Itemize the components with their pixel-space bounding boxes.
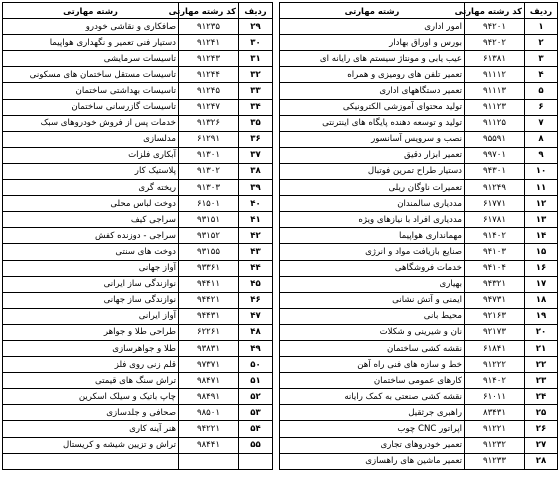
skill-code: ۹۴۲۰۲ [465, 35, 525, 51]
table-row [280, 147, 558, 163]
skill-name: امور اداری [280, 19, 465, 35]
skill-name: تاسیسات مستقل ساختمان های مسکونی [3, 67, 179, 83]
row-number: ۵۱ [239, 373, 273, 389]
table-row [280, 19, 558, 35]
skill-code: ۹۳۸۳۱ [179, 340, 239, 356]
skill-name: مددیاری سالمندان [280, 196, 465, 212]
skill-code: ۹۱۳۰۳ [179, 180, 239, 196]
row-number: ۳۶ [239, 131, 273, 147]
skill-code: ۶۱۲۹۱ [179, 131, 239, 147]
skill-code: ۹۸۴۷۱ [179, 373, 239, 389]
skill-code: ۹۱۲۴۳ [179, 51, 239, 67]
skill-name: آبکاری فلزات [3, 147, 179, 163]
skill-code: ۹۱۲۴۴ [179, 67, 239, 83]
skill-name: نقشه کشی صنعتی به کمک رایانه [280, 389, 465, 405]
table-row [3, 196, 273, 212]
table-row [3, 292, 273, 308]
table-row [3, 163, 273, 179]
table-row [3, 212, 273, 228]
row-number: ۵۴ [239, 421, 273, 437]
row-number: ۵۳ [239, 405, 273, 421]
skill-name: تعمیرات ناوگان ریلی [280, 180, 465, 196]
table-row [280, 324, 558, 340]
table-row [280, 67, 558, 83]
skill-code: ۹۱۴۰۲ [465, 228, 525, 244]
skill-code: ۹۴۱۰۴ [465, 260, 525, 276]
skill-code: ۹۱۱۱۳ [465, 83, 525, 99]
skill-name: نقشه کشی ساختمان [280, 340, 465, 356]
table-row [3, 147, 273, 163]
skill-name: صافکاری و نقاشی خودرو [3, 19, 179, 35]
table-row [3, 244, 273, 260]
skill-name: مدلسازی [3, 131, 179, 147]
skill-code: ۹۱۱۲۳ [465, 99, 525, 115]
skill-name: خط و سازه های فنی راه آهن [280, 357, 465, 373]
row-number: ۲۰ [525, 324, 558, 340]
header-row-number: ردیف [239, 3, 273, 19]
table-row [280, 308, 558, 324]
skill-code: ۹۸۴۹۱ [179, 389, 239, 405]
skill-code: ۹۱۳۲۶ [179, 115, 239, 131]
skill-code: ۹۴۳۲۱ [465, 276, 525, 292]
skill-code: ۹۳۱۵۲ [179, 228, 239, 244]
row-number: ۲۱ [525, 340, 558, 356]
skill-name: محیط بانی [280, 308, 465, 324]
skill-name: سراجی کیف [3, 212, 179, 228]
skill-name: عیب یابی و مونتاژ سیستم های رایانه ای [280, 51, 465, 67]
row-number: ۳۵ [239, 115, 273, 131]
table-row [3, 67, 273, 83]
row-number: ۴۶ [239, 292, 273, 308]
table-row [3, 340, 273, 356]
table-row [3, 308, 273, 324]
table-row [280, 340, 558, 356]
skill-name: چاپ باتیک و سیلک اسکرین [3, 389, 179, 405]
skill-name: نوازندگی ساز جهانی [3, 292, 179, 308]
skill-code: ۹۱۱۲۵ [465, 115, 525, 131]
row-number: ۳ [525, 51, 558, 67]
row-number: ۴۷ [239, 308, 273, 324]
skill-name: طراحی طلا و جواهر [3, 324, 179, 340]
table-row [280, 453, 558, 469]
row-number: ۱۳ [525, 212, 558, 228]
skill-code: ۹۱۲۳۳ [465, 453, 525, 469]
table-row [280, 212, 558, 228]
row-number: ۳۳ [239, 83, 273, 99]
row-number: ۲۸ [525, 453, 558, 469]
table-row [3, 260, 273, 276]
table-row [3, 389, 273, 405]
row-number: ۱۸ [525, 292, 558, 308]
row-number: ۴ [525, 67, 558, 83]
row-number: ۴۹ [239, 340, 273, 356]
skill-code: ۹۱۲۳۵ [179, 19, 239, 35]
table-row [3, 51, 273, 67]
table-row [280, 163, 558, 179]
skill-code: ۶۱۵۰۱ [179, 196, 239, 212]
table-row [280, 228, 558, 244]
row-number: ۴۲ [239, 228, 273, 244]
table-body [280, 19, 558, 470]
table-row [280, 421, 558, 437]
row-number [239, 453, 273, 469]
skill-name: نوازندگی ساز ایرانی [3, 276, 179, 292]
skill-name: صنایع بازیافت مواد و انرژی [280, 244, 465, 260]
row-number: ۱ [525, 19, 558, 35]
table-row [280, 115, 558, 131]
table-row [3, 35, 273, 51]
row-number: ۶ [525, 99, 558, 115]
skill-code: ۹۱۲۴۹ [465, 180, 525, 196]
table-row [280, 276, 558, 292]
row-number: ۲۵ [525, 405, 558, 421]
skill-name: دوخت لباس محلی [3, 196, 179, 212]
skill-code: ۹۱۲۲۱ [465, 421, 525, 437]
table-row [3, 83, 273, 99]
table-row [280, 244, 558, 260]
row-number: ۱۰ [525, 163, 558, 179]
skill-name: طلا و جواهرسازی [3, 340, 179, 356]
skill-name: تاسیسات گازرسانی ساختمان [3, 99, 179, 115]
skill-name: تراش و تزیین شیشه و کریستال [3, 437, 179, 453]
table-row [3, 405, 273, 421]
table-row [3, 357, 273, 373]
skill-name: ایمنی و آتش نشانی [280, 292, 465, 308]
table-row [280, 83, 558, 99]
row-number: ۴۱ [239, 212, 273, 228]
skill-code: ۹۴۴۲۱ [179, 292, 239, 308]
row-number: ۴۰ [239, 196, 273, 212]
skill-name: دوخت های سنتی [3, 244, 179, 260]
skill-name: بورس و اوراق بهادار [280, 35, 465, 51]
row-number: ۱۵ [525, 244, 558, 260]
row-number: ۳۹ [239, 180, 273, 196]
skill-name: پلاستیک کار [3, 163, 179, 179]
row-number: ۲۴ [525, 389, 558, 405]
row-number: ۵۵ [239, 437, 273, 453]
table-row [280, 260, 558, 276]
row-number: ۴۳ [239, 244, 273, 260]
skill-code: ۹۴۲۰۱ [465, 19, 525, 35]
table-row [3, 228, 273, 244]
skill-code: ۹۱۲۴۷ [179, 99, 239, 115]
row-number: ۳۷ [239, 147, 273, 163]
skill-code: ۹۱۳۰۱ [179, 147, 239, 163]
skills-table-left [2, 2, 273, 470]
row-number: ۴۴ [239, 260, 273, 276]
skill-name: کارهای عمومی ساختمان [280, 373, 465, 389]
table-row [3, 453, 273, 469]
skill-name: نصب و سرویس آسانسور [280, 131, 465, 147]
table-row [280, 292, 558, 308]
skill-code: ۹۱۲۳۲ [465, 437, 525, 453]
skill-code: ۹۸۵۰۱ [179, 405, 239, 421]
skill-code: ۹۲۱۶۳ [465, 308, 525, 324]
skill-code: ۶۱۳۸۱ [465, 51, 525, 67]
table-row [3, 437, 273, 453]
row-number: ۲۲ [525, 357, 558, 373]
skill-code: ۹۴۱۰۳ [465, 244, 525, 260]
skill-code: ۹۳۱۵۱ [179, 212, 239, 228]
skill-name: نان و شیرینی و شکلات [280, 324, 465, 340]
skill-name: دستیار طراح تمرین فوتبال [280, 163, 465, 179]
skill-code: ۹۲۱۷۳ [465, 324, 525, 340]
row-number: ۱۱ [525, 180, 558, 196]
skill-name: تعمیر دستگاههای اداری [280, 83, 465, 99]
table-row [3, 373, 273, 389]
skill-name: هنر آینه کاری [3, 421, 179, 437]
skill-name: تاسیسات سرمایشی [3, 51, 179, 67]
row-number: ۳۴ [239, 99, 273, 115]
skill-name: اپراتور CNC چوب [280, 421, 465, 437]
table-body [3, 19, 273, 470]
skill-code: ۹۴۴۳۱ [179, 308, 239, 324]
skill-code: ۹۴۲۲۱ [179, 421, 239, 437]
skill-name: آواز ایرانی [3, 308, 179, 324]
skill-code: ۶۲۲۶۱ [179, 324, 239, 340]
header-row [3, 3, 273, 19]
skill-name: تعمیر تلفن های رومیزی و همراه [280, 67, 465, 83]
skill-code: ۶۱۷۸۱ [465, 212, 525, 228]
row-number: ۹ [525, 147, 558, 163]
row-number: ۵۰ [239, 357, 273, 373]
skill-name: راهبری جرثقیل [280, 405, 465, 421]
row-number: ۵۲ [239, 389, 273, 405]
skill-name: تولید محتوای آموزشی الکترونیکی [280, 99, 465, 115]
table-row [280, 405, 558, 421]
skill-code: ۹۴۷۳۱ [465, 292, 525, 308]
skill-name: مهمانداری هواپیما [280, 228, 465, 244]
skill-name: تعمیر خودروهای تجاری [280, 437, 465, 453]
row-number: ۴۵ [239, 276, 273, 292]
row-number: ۱۴ [525, 228, 558, 244]
row-number: ۱۷ [525, 276, 558, 292]
skill-code: ۶۱۷۷۱ [465, 196, 525, 212]
header-skill-name: رشته مهارتی [280, 3, 465, 19]
table-row [3, 131, 273, 147]
skill-name: تاسیسات بهداشتی ساختمان [3, 83, 179, 99]
row-number: ۲۳ [525, 373, 558, 389]
skill-code: ۹۱۴۰۲ [465, 373, 525, 389]
skill-name: تعمیر ابزار دقیق [280, 147, 465, 163]
skill-code: ۹۳۳۶۱ [179, 260, 239, 276]
skill-code: ۹۵۵۹۱ [465, 131, 525, 147]
skill-name: بهیاری [280, 276, 465, 292]
skill-code: ۶۱۰۱۱ [465, 389, 525, 405]
header-skill-name: رشته مهارتی [3, 3, 179, 19]
skill-name: قلم زنی روی فلز [3, 357, 179, 373]
table-row [3, 180, 273, 196]
skill-name: صحافی و جلدسازی [3, 405, 179, 421]
skill-code: ۹۸۴۴۱ [179, 437, 239, 453]
skill-name: مددیاری افراد با نیازهای ویژه [280, 212, 465, 228]
row-number: ۸ [525, 131, 558, 147]
skill-code: ۹۴۳۰۱ [465, 163, 525, 179]
skill-name: تعمیر ماشین های راهسازی [280, 453, 465, 469]
row-number: ۷ [525, 115, 558, 131]
header-skill-code: کد رشته مهارتی [465, 3, 525, 19]
skill-name: تولید و توسعه دهنده پایگاه های اینترنتی [280, 115, 465, 131]
table-row [280, 196, 558, 212]
skill-code: ۹۱۲۴۱ [179, 35, 239, 51]
skill-name: خدمات پس از فروش خودروهای سبک [3, 115, 179, 131]
skill-code: ۹۱۳۰۲ [179, 163, 239, 179]
table-row [280, 373, 558, 389]
table-row [280, 51, 558, 67]
skills-table-right [279, 2, 558, 470]
row-number: ۱۲ [525, 196, 558, 212]
skill-code: ۶۱۸۴۱ [465, 340, 525, 356]
row-number: ۲۶ [525, 421, 558, 437]
row-number: ۳۲ [239, 67, 273, 83]
row-number: ۴۸ [239, 324, 273, 340]
table-row [3, 115, 273, 131]
table-row [3, 324, 273, 340]
table-row [280, 437, 558, 453]
table-row [280, 180, 558, 196]
skill-code: ۸۳۴۳۱ [465, 405, 525, 421]
row-number: ۵ [525, 83, 558, 99]
skill-name: تراش سنگ های قیمتی [3, 373, 179, 389]
table-row [280, 357, 558, 373]
table-row [3, 421, 273, 437]
skill-code: ۹۳۱۵۵ [179, 244, 239, 260]
row-number: ۳۰ [239, 35, 273, 51]
table-row [280, 131, 558, 147]
table-row [3, 276, 273, 292]
skill-name: آواز جهانی [3, 260, 179, 276]
header-row-number: ردیف [525, 3, 558, 19]
skill-code: ۹۱۲۴۵ [179, 83, 239, 99]
row-number: ۲۹ [239, 19, 273, 35]
skill-name: خدمات فروشگاهی [280, 260, 465, 276]
skill-code: ۹۴۴۱۱ [179, 276, 239, 292]
row-number: ۳۱ [239, 51, 273, 67]
skill-name [3, 453, 179, 469]
table-row [280, 99, 558, 115]
row-number: ۳۸ [239, 163, 273, 179]
table-row [280, 389, 558, 405]
row-number: ۱۹ [525, 308, 558, 324]
skill-code: ۹۱۲۲۲ [465, 357, 525, 373]
header-row [280, 3, 558, 19]
table-row [3, 99, 273, 115]
skill-name: دستیار فنی تعمیر و نگهداری هواپیما [3, 35, 179, 51]
table-row [280, 35, 558, 51]
table-row [3, 19, 273, 35]
skill-name: سراجی - دوزنده کفش [3, 228, 179, 244]
skill-name: ریخته گری [3, 180, 179, 196]
skill-code: ۹۷۳۷۱ [179, 357, 239, 373]
row-number: ۱۶ [525, 260, 558, 276]
skill-code: ۹۹۷۰۱ [465, 147, 525, 163]
row-number: ۲۷ [525, 437, 558, 453]
skill-code: ۹۱۱۱۲ [465, 67, 525, 83]
row-number: ۲ [525, 35, 558, 51]
skill-code [179, 453, 239, 469]
header-skill-code: کد رشته مهارتی [179, 3, 239, 19]
